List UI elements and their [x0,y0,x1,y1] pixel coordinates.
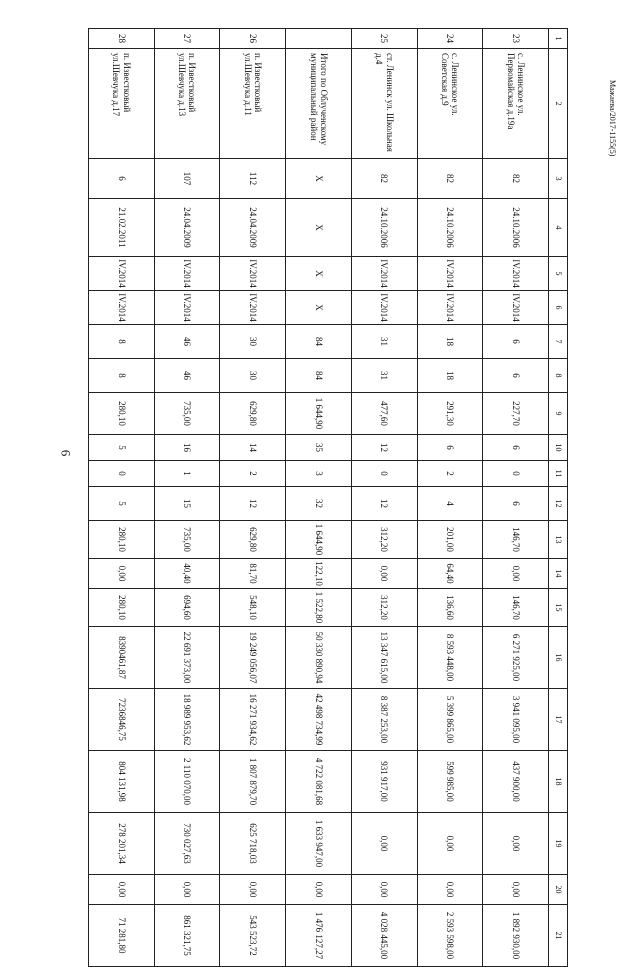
column-number: 14 [549,559,568,589]
table-cell: 18 [417,325,483,359]
table-cell: 730 027,63 [154,813,220,875]
table-cell: 40,40 [154,559,220,589]
table-cell: 280,10 [89,521,155,559]
table-cell: 82 [351,159,417,199]
table-cell: IV.2014 [89,257,155,291]
table-cell: 24.10.2006 [417,199,483,257]
table-cell: 27 [154,29,220,49]
table-cell: 804 131,98 [89,751,155,813]
table-cell: 1 476 127,27 [286,905,352,967]
table-cell: 201,00 [417,521,483,559]
table-cell: 280,10 [89,589,155,627]
table-cell: 24.10.2006 [483,199,549,257]
column-number-row [549,29,568,967]
table-cell: 82 [417,159,483,199]
table-cell: IV.2014 [483,291,549,325]
address-cell: п. Известковый ул.Шевчука д.17 [89,49,155,159]
column-number: 16 [549,627,568,689]
table-cell: 8390461,87 [89,627,155,689]
table-cell: 22 691 373,00 [154,627,220,689]
table-cell: 5 [89,487,155,521]
column-number: 17 [549,689,568,751]
table-cell: IV.2014 [154,291,220,325]
table-cell: 28 [89,29,155,49]
table-cell: 1 807 879,70 [220,751,286,813]
column-number: 5 [549,257,568,291]
table-cell: 312,20 [351,521,417,559]
table-cell: IV.2014 [351,291,417,325]
table-row [483,29,549,967]
table-cell: 735,00 [154,393,220,435]
table-cell: 46 [154,325,220,359]
table-cell: 278 201,34 [89,813,155,875]
table-cell: 24.04.2009 [154,199,220,257]
address-cell: с. Ленинское ул. Советская д.9 [417,49,483,159]
column-number: 10 [549,435,568,461]
table-cell: 0 [351,461,417,487]
table-cell: 112 [220,159,286,199]
table-cell: 599 985,00 [417,751,483,813]
column-number: 15 [549,589,568,627]
table-cell: 64,40 [417,559,483,589]
table-row [89,29,155,967]
table-cell: 2 [417,461,483,487]
table-cell: 1 644,90 [286,521,352,559]
table-cell: 0,00 [351,875,417,905]
table-cell: 18 [417,359,483,393]
table-cell: 12 [351,487,417,521]
table-cell: 5 399 865,00 [417,689,483,751]
table-cell: 42 498 734,99 [286,689,352,751]
table-cell: 16 271 934,62 [220,689,286,751]
table-cell: 50 330 890,94 [286,627,352,689]
table-cell: 1 892 930,00 [483,905,549,967]
table-cell: 1 522,80 [286,589,352,627]
table-cell: IV.2014 [351,257,417,291]
table-cell: IV.2014 [417,291,483,325]
table-cell: 4 [417,487,483,521]
table-cell: 0,00 [154,875,220,905]
table-cell: 629,80 [220,393,286,435]
table-cell: IV.2014 [417,257,483,291]
table-cell: 0,00 [89,559,155,589]
table-cell: 24.04.2009 [220,199,286,257]
table-cell: 6 [417,435,483,461]
table-cell: 23 [483,29,549,49]
table-row [351,29,417,967]
table-cell: 8 593 448,00 [417,627,483,689]
table-cell: 24.10.2006 [351,199,417,257]
column-number: 9 [549,393,568,435]
table-cell: 84 [286,325,352,359]
table-cell: 30 [220,359,286,393]
document-table-wrapper [88,28,568,960]
column-number: 7 [549,325,568,359]
column-number: 11 [549,461,568,487]
table-cell: 12 [220,487,286,521]
table-cell: 6 [483,435,549,461]
table-cell: 0,00 [483,875,549,905]
table-cell: 0 [483,461,549,487]
table-cell: 543 523,72 [220,905,286,967]
table-cell: 0,00 [89,875,155,905]
table-cell: 3 941 095,00 [483,689,549,751]
page-number: 6 [58,449,74,457]
table-cell: 30 [220,325,286,359]
table-row [154,29,220,967]
table-row [417,29,483,967]
table-cell: X [286,199,352,257]
table-cell: 31 [351,325,417,359]
table-cell: 625 718,03 [220,813,286,875]
column-number: 12 [549,487,568,521]
table-cell: 14 [220,435,286,461]
table-cell: 21.02.2011 [89,199,155,257]
table-cell: 1 644,90 [286,393,352,435]
column-number: 19 [549,813,568,875]
address-cell: с. Ленинское ул. Первомайская д.19а [483,49,549,159]
table-cell: X [286,257,352,291]
table-cell: 5 [89,435,155,461]
table-cell: 227,70 [483,393,549,435]
table-cell: IV.2014 [154,257,220,291]
address-cell: п. Известковый ул.Шевчука д.13 [154,49,220,159]
table-cell: 46 [154,359,220,393]
table-cell: 35 [286,435,352,461]
table-cell: IV.2014 [89,291,155,325]
table-cell: 280,10 [89,393,155,435]
table-cell: 1 [154,461,220,487]
address-cell: п. Известковый ул.Шевчука д.11 [220,49,286,159]
table-cell: 629,80 [220,521,286,559]
table-cell: 107 [154,159,220,199]
table-cell: 6 [483,359,549,393]
table-cell: 477,60 [351,393,417,435]
table-row [220,29,286,967]
table-cell: 931 917,00 [351,751,417,813]
table-cell: 2 110 070,00 [154,751,220,813]
table-cell: 13 347 615,00 [351,627,417,689]
table-cell: 25 [351,29,417,49]
column-number: 8 [549,359,568,393]
table-cell: 0,00 [220,875,286,905]
table-cell: 24 [417,29,483,49]
table-cell: 84 [286,359,352,393]
table-cell: 735,00 [154,521,220,559]
column-number: 6 [549,291,568,325]
table-cell: X [286,291,352,325]
table-cell: 291,30 [417,393,483,435]
table-cell: 0,00 [351,813,417,875]
table-cell: 146,70 [483,589,549,627]
table-cell: 4 028 445,00 [351,905,417,967]
table-cell: 1 633 947,00 [286,813,352,875]
column-number: 3 [549,159,568,199]
table-cell: 81,70 [220,559,286,589]
table-cell: 312,20 [351,589,417,627]
table-cell: 122,10 [286,559,352,589]
address-cell: Итого по Облученскому муниципальный район [286,49,352,159]
column-number: 1 [549,29,568,49]
column-number: 13 [549,521,568,559]
table-cell: IV.2014 [220,291,286,325]
table-cell: 19 249 056,07 [220,627,286,689]
table-cell: 3 [286,461,352,487]
table-cell: 548,10 [220,589,286,627]
table-cell: IV.2014 [220,257,286,291]
column-number: 18 [549,751,568,813]
table-cell: IV.2014 [483,257,549,291]
table-cell: 6 [483,487,549,521]
table-cell: 0,00 [417,875,483,905]
table-cell: 8 387 253,00 [351,689,417,751]
table-cell: 6 [89,159,155,199]
table-cell: 7236846,75 [89,689,155,751]
table-cell: 0,00 [286,875,352,905]
table-cell [286,29,352,49]
address-cell: ст. Ленинск ул. Школьная д.4 [351,49,417,159]
table-cell: 0,00 [483,813,549,875]
table-cell: 82 [483,159,549,199]
table-cell: 136,60 [417,589,483,627]
table-cell: 694,60 [154,589,220,627]
table-cell: X [286,159,352,199]
total-row [286,29,352,967]
column-number: 2 [549,49,568,159]
table-cell: 31 [351,359,417,393]
table-body [89,29,568,967]
column-number: 20 [549,875,568,905]
table-cell: 6 271 925,00 [483,627,549,689]
table-cell: 2 [220,461,286,487]
table-cell: 8 [89,325,155,359]
table-cell: 12 [351,435,417,461]
table-cell: 437 900,00 [483,751,549,813]
table-cell: 16 [154,435,220,461]
table-cell: 26 [220,29,286,49]
column-number: 21 [549,905,568,967]
table-cell: 71 281,80 [89,905,155,967]
housing-program-table [88,28,568,967]
table-cell: 8 [89,359,155,393]
table-cell: 2 593 598,00 [417,905,483,967]
table-cell: 0,00 [483,559,549,589]
table-cell: 146,70 [483,521,549,559]
table-cell: 0 [89,461,155,487]
document-reference: Мажаева/2017-1155(5) [608,80,617,157]
table-cell: 15 [154,487,220,521]
table-cell: 4 722 081,68 [286,751,352,813]
table-cell: 6 [483,325,549,359]
table-cell: 32 [286,487,352,521]
table-cell: 861 321,75 [154,905,220,967]
table-cell: 0,00 [417,813,483,875]
table-cell: 18 989 953,62 [154,689,220,751]
table-cell: 0,00 [351,559,417,589]
column-number: 4 [549,199,568,257]
